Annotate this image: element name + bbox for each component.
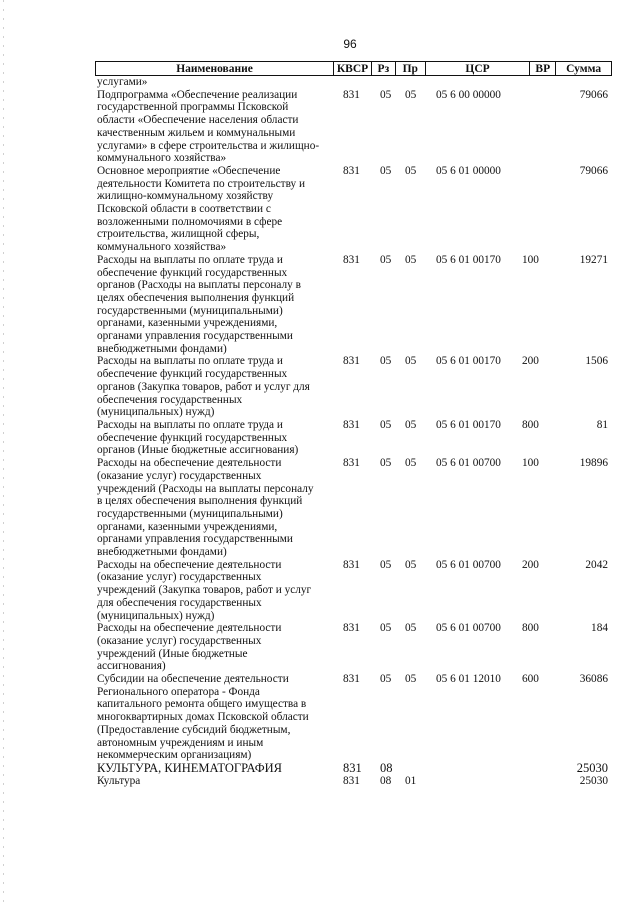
cell-rz: 05 [380, 355, 392, 368]
cell-name: Расходы на выплаты по оплате труда и обеспечение функций государственных органов (Иные бюджетные ассигнования) [97, 418, 299, 457]
cell-rz: 05 [380, 418, 392, 431]
header-name: Наименование [96, 62, 334, 75]
cell-pr: 05 [405, 355, 417, 368]
header-pr: Пр [396, 62, 426, 75]
table-row [0, 559, 640, 623]
cell-rz: 05 [380, 457, 392, 470]
header-csr: ЦСР [426, 62, 531, 75]
cell-name: Подпрограмма «Обеспечение реализации государственной программы Псковской области «Обеспечение населения области качественным жильем и коммунальными услугами» в сфере строительства и жилищно- коммунального хозяйства» [97, 88, 320, 165]
cell-pr: 05 [405, 88, 417, 101]
cell-kvsr: 831 [343, 774, 360, 787]
cell-kvsr: 831 [343, 457, 360, 470]
header-vr: ВР [530, 62, 556, 75]
cell-rz: 08 [380, 774, 392, 787]
table-row [0, 165, 640, 254]
cell-sum: 36086 [579, 673, 608, 686]
header-sum: Сумма [566, 62, 602, 75]
cell-pr: 05 [405, 418, 417, 431]
cell-pr: 05 [405, 673, 417, 686]
cell-kvsr: 831 [343, 355, 360, 368]
cell-kvsr: 831 [343, 253, 360, 266]
header-kvsr: КВСР [334, 62, 372, 75]
cell-csr: 05 6 01 00170 [436, 355, 501, 368]
cell-name: Расходы на обеспечение деятельности (оказание услуг) государственных учреждений (Иные бюджетные ассигнования) [97, 622, 282, 673]
cell-rz: 05 [380, 88, 392, 101]
table-row [0, 254, 640, 356]
cell-name: Основное мероприятие «Обеспечение деятельности Комитета по строительству и жилищно-коммунальному хозяйству Псковской области в соответствии с возложенными полномочиями в сфере строительства, жилищной сферы, коммунального хозяйства» [97, 164, 306, 254]
page-number: 96 [343, 37, 357, 51]
cell-vr: 800 [522, 418, 539, 431]
cell-rz: 05 [380, 164, 392, 177]
table-row [0, 622, 640, 673]
cell-sum: 19896 [579, 457, 608, 470]
cell-csr: 05 6 01 00700 [436, 558, 501, 571]
table-row [0, 355, 640, 419]
cell-kvsr: 831 [343, 760, 362, 775]
table-row [0, 762, 640, 775]
cell-pr: 01 [405, 774, 417, 787]
cell-csr: 05 6 01 00700 [436, 622, 501, 635]
table-row [0, 457, 640, 559]
cell-vr: 200 [522, 558, 539, 571]
cell-csr: 05 6 01 00700 [436, 457, 501, 470]
cell-vr: 800 [522, 622, 539, 635]
cell-kvsr: 831 [343, 164, 360, 177]
cell-csr: 05 6 01 00000 [436, 164, 501, 177]
cell-kvsr: 831 [343, 558, 360, 571]
cell-csr: 05 6 01 00170 [436, 253, 501, 266]
cell-rz: 08 [380, 760, 393, 775]
table-row [0, 89, 640, 165]
cell-sum: 1506 [585, 355, 608, 368]
table-row [0, 76, 640, 89]
header-rz: Рз [372, 62, 396, 75]
cell-sum: 25030 [579, 774, 608, 787]
cell-name: КУЛЬТУРА, КИНЕМАТОГРАФИЯ [97, 760, 282, 775]
cell-rz: 05 [380, 558, 392, 571]
cell-name: Культура [97, 774, 141, 787]
cell-pr: 05 [405, 622, 417, 635]
cell-pr: 05 [405, 253, 417, 266]
cell-rz: 05 [380, 622, 392, 635]
cell-name: Расходы на выплаты по оплате труда и обеспечение функций государственных органов (Расходы на выплаты персоналу в целях обеспечения выполнения функций государственными (муниципальными) органами, казенными учреждениями, органами управления государственными внебюджетными фондами) [97, 253, 301, 355]
cell-rz: 05 [380, 673, 392, 686]
cell-kvsr: 831 [343, 622, 360, 635]
table-header [95, 61, 612, 76]
cell-name: Субсидии на обеспечение деятельности Регионального оператора - Фонда капитального ремонта общего имущества в многоквартирных домах Псковской области (Предоставление субсидий бюджетным, автономным учреждениям и иным некоммерческим организациям) [97, 673, 309, 762]
cell-vr: 200 [522, 355, 539, 368]
cell-kvsr: 831 [343, 418, 360, 431]
cell-sum: 81 [596, 418, 608, 431]
cell-kvsr: 831 [343, 673, 360, 686]
cell-vr: 100 [522, 457, 539, 470]
cell-pr: 05 [405, 558, 417, 571]
cell-name: услугами» [97, 76, 148, 88]
cell-csr: 05 6 00 00000 [436, 88, 501, 101]
cell-vr: 600 [522, 673, 539, 686]
cell-sum: 19271 [579, 253, 608, 266]
cell-sum: 79066 [579, 88, 608, 101]
table-row [0, 775, 640, 788]
cell-name: Расходы на обеспечение деятельности (оказание услуг) государственных учреждений (Закупка товаров, работ и услуг для обеспечения государственных (муниципальных) нужд) [97, 558, 312, 622]
cell-csr: 05 6 01 12010 [436, 673, 501, 686]
cell-name: Расходы на обеспечение деятельности (оказание услуг) государственных учреждений (Расходы на выплаты персоналу в целях обеспечения выполнения функций государственными (муниципальными) органами, казенными учреждениями, органами управления государственными внебюджетными фондами) [97, 457, 314, 559]
cell-sum: 2042 [585, 558, 608, 571]
cell-sum: 25030 [576, 760, 608, 775]
cell-sum: 79066 [579, 164, 608, 177]
table-row [0, 673, 640, 762]
cell-name: Расходы на выплаты по оплате труда и обеспечение функций государственных органов (Закупка товаров, работ и услуг для обеспечения государственных (муниципальных) нужд) [97, 355, 310, 419]
cell-rz: 05 [380, 253, 392, 266]
cell-pr: 05 [405, 457, 417, 470]
table-body [0, 76, 640, 788]
cell-pr: 05 [405, 164, 417, 177]
cell-sum: 184 [591, 622, 608, 635]
cell-csr: 05 6 01 00170 [436, 418, 501, 431]
table-row [0, 419, 640, 457]
cell-kvsr: 831 [343, 88, 360, 101]
cell-vr: 100 [522, 253, 539, 266]
